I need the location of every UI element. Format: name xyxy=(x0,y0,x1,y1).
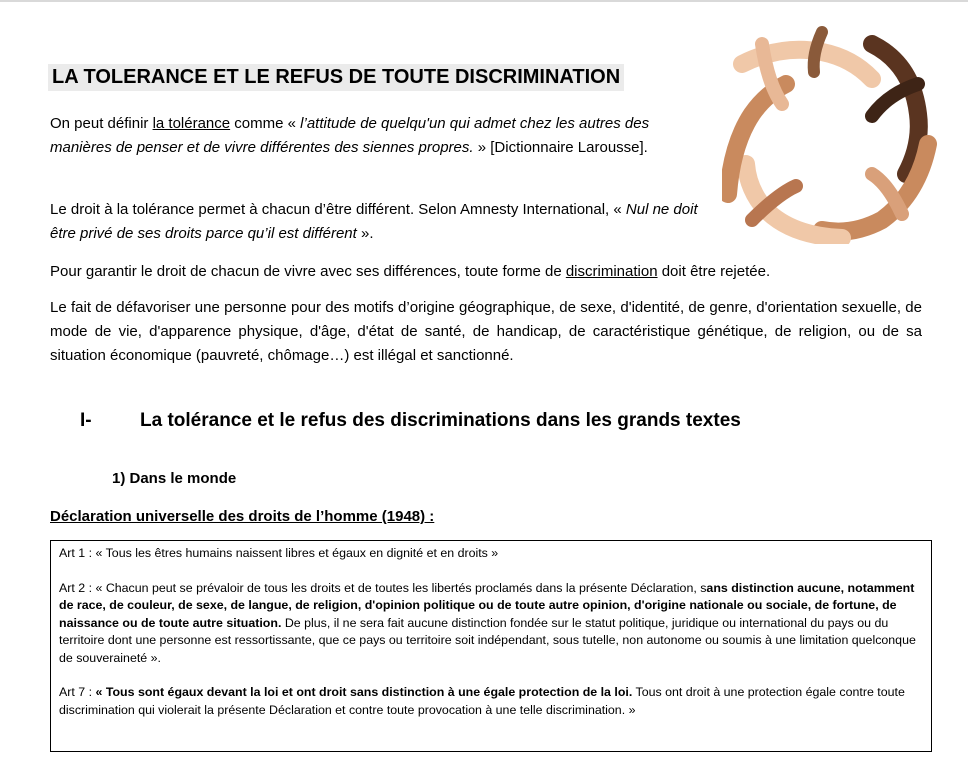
article-7 xyxy=(59,684,923,719)
article-1: Art 1 : « Tous les êtres humains naissent libres et égaux en dignité et en droits » xyxy=(59,546,499,560)
text: comme « xyxy=(230,115,301,132)
amnesty-quote: Nul ne doit être privé de ses droits parce qu’il est différent xyxy=(50,201,698,242)
text: De plus, il ne sera fait aucune distinction fondée sur le statut politique, juridique ou international du pays ou du territoire dont une personne est ressortissante, que ce pays ou territoire soit indépendant, sous tutelle, non autonome ou soumis à une limitation quelconque de souveraineté ». xyxy=(59,615,916,665)
definition-paragraph xyxy=(50,112,700,160)
motives-paragraph: Le fait de défavoriser une personne pour des motifs d’origine géographique, de sexe, d'identité, de genre, d'orientation sexuelle, de mode de vie, d'apparence physique, d'âge, d'état de santé, de handicap, de caractéristique génétique, de religion, ou de sa situation économique (pauvreté, chômage…) est illégal et sanctionné. xyxy=(50,299,922,364)
section-number: I- xyxy=(80,410,92,431)
declaration-heading: Déclaration universelle des droits de l’homme (1948) : xyxy=(50,508,435,525)
text: ». xyxy=(356,225,374,242)
term-tolerance: la tolérance xyxy=(152,115,231,132)
text: » [Dictionnaire Larousse]. xyxy=(473,139,648,156)
text: doit être rejetée. xyxy=(657,263,771,280)
text: Tous ont droit à une protection égale contre toute discrimination qui violerait la présente Déclaration et contre toute provocation à une telle discrimination. » xyxy=(59,685,905,717)
article-2 xyxy=(59,580,923,668)
article-2-bold: ans distinction aucune, notamment de race, de couleur, de sexe, de langue, de religion, d'opinion politique ou de toute autre opinion, d'origine nationale ou sociale, de fortune, de naissance ou de toute autre situation. xyxy=(59,580,915,630)
hands-circle-image xyxy=(722,24,940,244)
discrimination-paragraph xyxy=(50,260,930,284)
text: Le droit à la tolérance permet à chacun d’être différent. Selon Amnesty International, « xyxy=(50,201,626,218)
amnesty-paragraph xyxy=(50,198,700,246)
text: Art 7 : xyxy=(59,685,96,699)
term-discrimination: discrimination xyxy=(565,263,658,280)
section-heading-1 xyxy=(80,410,741,432)
definition-quote: l’attitude de quelqu'un qui admet chez les autres des manières de penser et de vivre différentes des siennes propres. xyxy=(50,115,650,156)
page-title: LA TOLERANCE ET LE REFUS DE TOUTE DISCRIMINATION xyxy=(48,64,624,91)
text: On peut définir xyxy=(50,115,153,132)
text: Pour garantir le droit de chacun de vivre avec ses différences, toute forme de xyxy=(50,263,566,280)
top-border xyxy=(0,0,968,2)
text: Art 2 : « Chacun peut se prévaloir de tous les droits et de toutes les libertés proclamés dans la présente Déclaration, s xyxy=(59,580,707,595)
subsection-heading: 1) Dans le monde xyxy=(112,470,237,487)
article-7-bold: « Tous sont égaux devant la loi et ont droit sans distinction à une égale protection de la loi. xyxy=(95,685,633,699)
section-title: La tolérance et le refus des discriminations dans les grands textes xyxy=(140,410,741,431)
articles-box xyxy=(50,540,932,752)
